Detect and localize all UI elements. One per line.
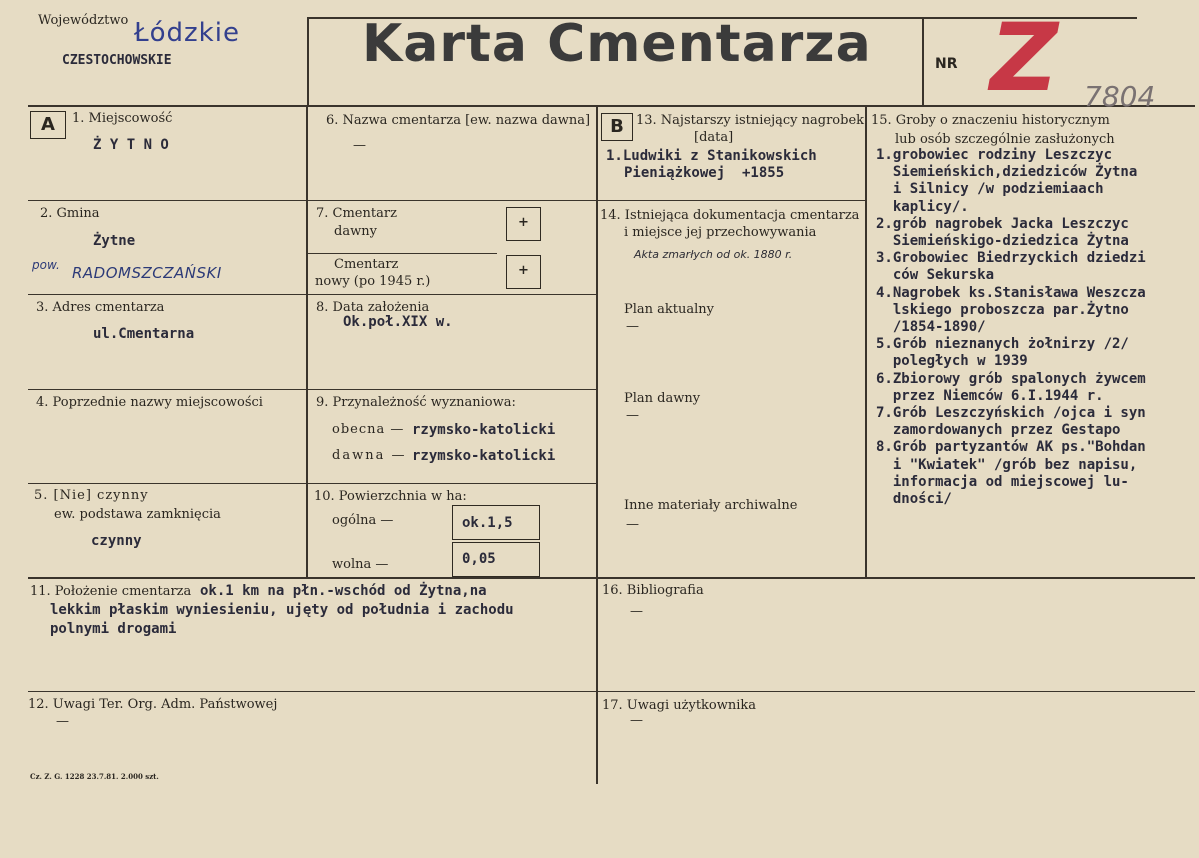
field-11-line-1: ok.1 km na płn.-wschód od Żytna,na (200, 583, 487, 599)
historic-grave-line: kaplicy/. (876, 198, 969, 215)
field-11-line-2: lekkim płaskim wyniesieniu, ujęty od południa i zachodu (50, 602, 514, 618)
field-5-value: czynny (91, 533, 142, 549)
nr-letter: Z (990, 4, 1059, 113)
field-13-label-2: [data] (694, 130, 734, 145)
historic-grave-line: Siemieńskigo-dziedzica Żytna (876, 233, 1129, 250)
historic-grave-line: zamordowanych przez Gestapo (876, 422, 1121, 439)
field-1-label: 1. Miejscowość (72, 111, 173, 126)
field-10-ogolna-value: ok.1,5 (462, 515, 513, 531)
col-divider-3 (865, 106, 867, 578)
historic-grave-line: 7.Grób Leszczyńskich /ojca i syn (876, 405, 1146, 422)
historic-grave-line: 8.Grób partyzantów AK ps."Bohdan (876, 439, 1146, 456)
row-line-a1 (28, 200, 596, 201)
field-5-label: 5. [Nie] czynny (34, 488, 149, 503)
field-7-dawny-mark: + (518, 215, 529, 230)
inne-materialy-label: Inne materiały archiwalne (624, 498, 798, 513)
field-4-label: 4. Poprzednie nazwy miejscowości (36, 395, 263, 410)
field-17-value: — (630, 713, 643, 728)
historic-grave-line: 6.Zbiorowy grób spalonych żywcem (876, 370, 1146, 387)
historic-grave-line: 1.grobowiec rodziny Leszczyc (876, 147, 1113, 163)
field-2-pow-value: RADOMSZCZAŃSKI (72, 264, 222, 282)
plan-dawny-value: — (626, 408, 639, 423)
col-divider-2 (596, 106, 598, 784)
historic-graves-list (876, 147, 1194, 508)
field-3-label: 3. Adres cmentarza (36, 300, 165, 315)
historic-grave-line: przez Niemców 6.I.1944 r. (876, 387, 1104, 404)
header-divider-right (922, 18, 924, 106)
field-11-label: 11. Położenie cmentarza (30, 584, 192, 599)
nr-label: NR (935, 56, 958, 72)
wojewodztwo-stamp: Łódzkie (134, 18, 240, 48)
wojewodztwo-label: Województwo (38, 13, 129, 28)
field-16-value: — (630, 604, 643, 619)
field-10-wolna-value: 0,05 (462, 551, 496, 567)
field-11-line-3: polnymi drogami (50, 621, 177, 637)
field-13-value-2: Pieniążkowej +1855 (624, 165, 785, 181)
inne-materialy-value: — (626, 517, 639, 532)
row-line-a2 (28, 294, 596, 295)
field-9-obecna-label: obecna — (332, 422, 405, 437)
field-15-label: 15. Groby o znaczeniu historycznym (871, 113, 1110, 128)
field-8-label: 8. Data założenia (316, 300, 430, 315)
field-3-value: ul.Cmentarna (93, 326, 195, 342)
field-17-label: 17. Uwagi użytkownika (602, 698, 757, 713)
field-9-obecna-value: rzymsko-katolicki (412, 422, 556, 438)
field-1-value: Ż Y T N O (93, 137, 169, 153)
field-6-label: 6. Nazwa cmentarza [ew. nazwa dawna] (326, 113, 591, 128)
field-12-label: 12. Uwagi Ter. Org. Adm. Państwowej (28, 697, 278, 712)
field-7-nowy-label: Cmentarz (334, 257, 399, 272)
field-5-label-2: ew. podstawa zamknięcia (54, 507, 221, 522)
field-9-dawna-label: dawna — (332, 448, 407, 463)
historic-grave-line: 5.Grób nieznanych żołnirzy /2/ (876, 336, 1129, 353)
field-10-label: 10. Powierzchnia w ha: (314, 489, 467, 504)
historic-grave-line: /1854-1890/ (876, 319, 986, 336)
field-8-value: Ok.poł.XIX w. (343, 314, 453, 330)
historic-grave-line: ców Sekurska (876, 267, 995, 284)
field-15-label-2: lub osób szczególnie zasłużonych (895, 132, 1115, 147)
row-line-7-sub (307, 253, 497, 254)
field-7-label: 7. Cmentarz (316, 206, 397, 221)
field-7-nowy-mark: + (518, 263, 529, 278)
row-line-main (28, 577, 1195, 579)
section-a-letter: A (30, 111, 66, 139)
plan-aktualny-label: Plan aktualny (624, 302, 715, 317)
field-10-wolna-label: wolna — (332, 557, 389, 572)
historic-grave-line: poległych w 1939 (876, 353, 1028, 370)
plan-aktualny-value: — (626, 319, 639, 334)
field-14-label: 14. Istniejąca dokumentacja cmentarza (600, 208, 860, 223)
historic-grave-line: i Silnicy /w podziemiaach (876, 181, 1104, 198)
field-10-ogolna-label: ogólna — (332, 513, 394, 528)
historic-grave-line: 4.Nagrobek ks.Stanisława Weszcza (876, 284, 1146, 301)
field-13-value-1: 1.Ludwiki z Stanikowskich (606, 148, 817, 164)
row-line-b1 (597, 200, 865, 201)
print-note: Cz. Z. G. 1228 23.7.81. 2.000 szt. (30, 772, 159, 781)
field-6-value: — (353, 138, 366, 153)
field-12-value: — (56, 714, 69, 729)
historic-grave-line: Siemieńskich,dziedziców Żytna (876, 164, 1138, 181)
field-2-value: Żytne (93, 233, 136, 249)
field-16-label: 16. Bibliografia (602, 583, 704, 598)
historic-grave-line: 3.Grobowiec Biedrzyckich dziedzi (876, 250, 1146, 267)
row-line-bottom (28, 691, 1195, 692)
historic-grave-line: lskiego proboszcza par.Żytno (876, 301, 1129, 318)
col-divider-1 (306, 106, 308, 578)
row-line-a3 (28, 389, 596, 390)
row-line-a4 (28, 483, 596, 484)
plan-dawny-label: Plan dawny (624, 391, 701, 406)
section-b-letter: B (601, 113, 633, 141)
field-9-label: 9. Przynależność wyznaniowa: (316, 395, 516, 410)
field-14-value: Akta zmarłych od ok. 1880 r. (634, 248, 793, 261)
historic-grave-line: i "Kwiatek" /grób bez napisu, (876, 456, 1138, 473)
historic-grave-line: informacja od miejscowej lu- (876, 473, 1129, 490)
nr-number: 7804 (1084, 80, 1156, 113)
page-title: Karta Cmentarza (362, 14, 872, 74)
field-9-dawna-value: rzymsko-katolicki (412, 448, 556, 464)
historic-grave-line: dności/ (876, 491, 952, 508)
wojewodztwo-old: CZESTOCHOWSKIE (62, 53, 172, 68)
field-2-label: 2. Gmina (40, 206, 100, 221)
header-divider-left (307, 18, 309, 106)
field-14-label-2: i miejsce jej przechowywania (624, 225, 817, 240)
field-2-pow-prefix: pow. (32, 258, 60, 272)
field-7-dawny: dawny (334, 224, 377, 239)
historic-grave-line: 2.grób nagrobek Jacka Leszczyc (876, 215, 1129, 232)
field-13-label: 13. Najstarszy istniejący nagrobek (636, 113, 865, 128)
field-7-nowy-label-2: nowy (po 1945 r.) (315, 274, 431, 289)
